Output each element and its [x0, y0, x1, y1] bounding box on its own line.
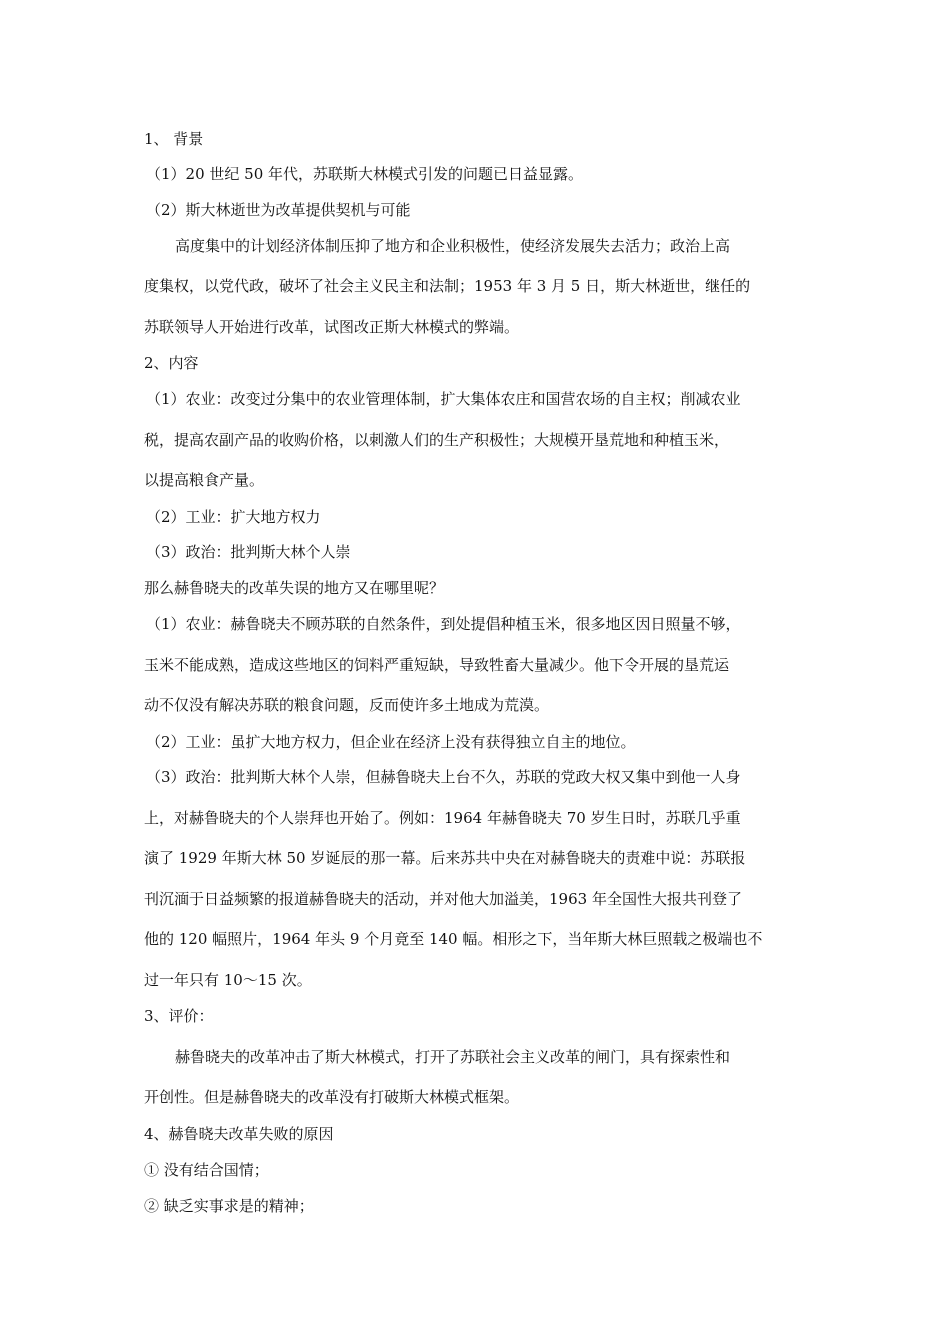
paragraph-line: 苏联领导人开始进行改革，试图改正斯大林模式的弊端。 — [144, 318, 520, 336]
paragraph-line: 刊沉湎于日益频繁的报道赫鲁晓夫的活动，并对他大加溢美，1963 年全国性大报共刊登了 — [144, 890, 742, 908]
paragraph-line: （1）农业：赫鲁晓夫不顾苏联的自然条件，到处提倡种植玉米，很多地区因日照量不够， — [146, 615, 741, 633]
paragraph-line: 他的 120 幅照片，1964 年头 9 个月竟至 140 幅。相形之下，当年斯大林巨照载之极端也不 — [144, 930, 763, 948]
paragraph-line: 税，提高农副产品的收购价格，以刺激人们的生产积极性；大规模开垦荒地和种植玉米， — [144, 431, 730, 449]
section-heading-background: 1、 背景 — [144, 130, 204, 148]
paragraph-line: （2）斯大林逝世为改革提供契机与可能 — [146, 201, 411, 219]
paragraph-line: 上，对赫鲁晓夫的个人崇拜也开始了。例如：1964 年赫鲁晓夫 70 岁生日时，苏联几乎重 — [144, 809, 741, 827]
list-item: ② 缺乏实事求是的精神； — [144, 1197, 314, 1215]
paragraph-line: 开创性。但是赫鲁晓夫的改革没有打破斯大林模式框架。 — [144, 1088, 520, 1106]
paragraph-line: 高度集中的计划经济体制压抑了地方和企业积极性，使经济发展失去活力；政治上高 — [175, 237, 731, 255]
section-heading-evaluation: 3、评价： — [144, 1007, 214, 1025]
paragraph-line: 演了 1929 年斯大林 50 岁诞辰的那一幕。后来苏共中央在对赫鲁晓夫的责难中说：苏联报 — [144, 849, 746, 867]
paragraph-line: （2）工业：扩大地方权力 — [146, 508, 321, 526]
paragraph-line: 玉米不能成熟，造成这些地区的饲料严重短缺，导致牲畜大量减少。他下令开展的垦荒运 — [144, 656, 730, 674]
section-heading-failure-reasons: 4、赫鲁晓夫改革失败的原因 — [144, 1125, 334, 1143]
paragraph-line: 赫鲁晓夫的改革冲击了斯大林模式，打开了苏联社会主义改革的闸门，具有探索性和 — [175, 1048, 731, 1066]
paragraph-line: （3）政治：批判斯大林个人崇，但赫鲁晓夫上台不久，苏联的党政大权又集中到他一人身 — [146, 768, 741, 786]
list-item: ① 没有结合国情； — [144, 1161, 269, 1179]
paragraph-line: （2）工业：虽扩大地方权力，但企业在经济上没有获得独立自主的地位。 — [146, 733, 636, 751]
paragraph-line: （1）农业：改变过分集中的农业管理体制，扩大集体农庄和国营农场的自主权；削减农业 — [146, 390, 741, 408]
paragraph-line: 动不仅没有解决苏联的粮食问题，反而使许多土地成为荒漠。 — [144, 696, 550, 714]
section-heading-content: 2、内容 — [144, 354, 199, 372]
paragraph-line: 度集权，以党代政，破坏了社会主义民主和法制；1953 年 3 月 5 日，斯大林逝世，继任的 — [144, 277, 751, 295]
paragraph-line: （3）政治：批判斯大林个人崇 — [146, 543, 351, 561]
paragraph-line: 以提高粮食产量。 — [144, 471, 265, 489]
paragraph-line: （1）20 世纪 50 年代，苏联斯大林模式引发的问题已日益显露。 — [146, 165, 584, 183]
paragraph-line: 过一年只有 10～15 次。 — [144, 971, 312, 989]
paragraph-line: 那么赫鲁晓夫的改革失误的地方又在哪里呢？ — [144, 579, 445, 597]
